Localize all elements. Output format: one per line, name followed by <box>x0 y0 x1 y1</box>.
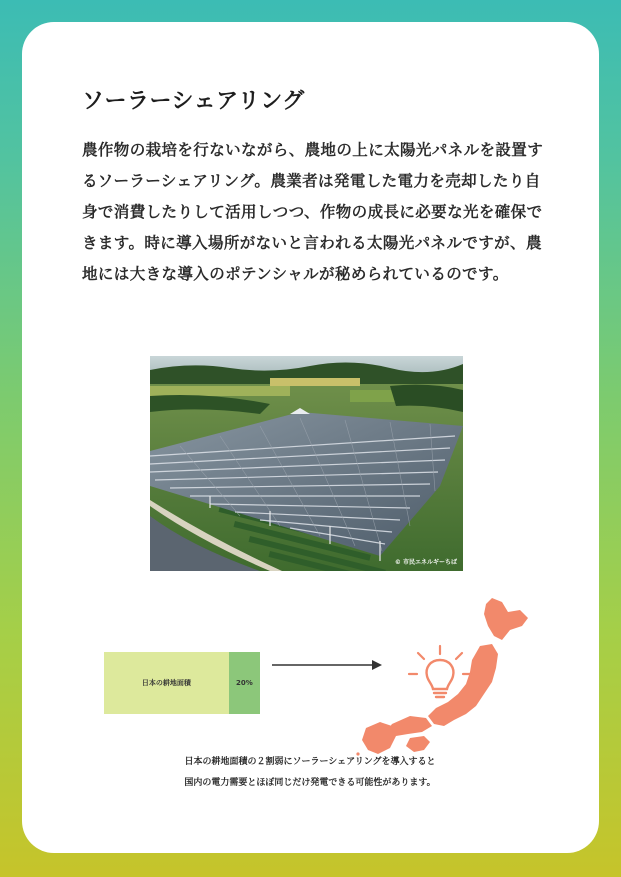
caption-line-2: 国内の電力需要とほぼ同じだけ発電できる可能性があります。 <box>184 778 436 788</box>
lightbulb-icon <box>409 646 471 697</box>
content-card <box>22 22 599 853</box>
farmland-bar-percent: 20% <box>236 679 253 687</box>
infographic-caption <box>82 752 538 794</box>
caption-line-1: 日本の耕地面積の２割弱にソーラーシェアリングを導入すると <box>184 757 436 767</box>
farmland-bar-main <box>104 652 229 714</box>
solar-sharing-photo <box>150 356 463 571</box>
japan-map-icon <box>352 596 542 756</box>
farmland-bar-portion <box>229 652 260 714</box>
page-title: ソーラーシェアリング <box>82 89 305 114</box>
solar-field-illustration <box>150 356 463 571</box>
farmland-bar-label: 日本の耕地面積 <box>141 679 191 687</box>
farmland-area-bar <box>104 652 260 714</box>
photo-credit: © 市民エネルギーちば <box>394 559 457 566</box>
body-paragraph: 農作物の栽培を行ないながら、農地の上に太陽光パネルを設置するソーラーシェアリング。農業者は発電した電力を売却したり自身で消費したりして活用しつつ、作物の成長に必要な光を確保できます。時に導入場所がないと言われる太陽光パネルですが、農地には大きな導入のポテンシャルが秘められているのです。 <box>82 141 544 283</box>
